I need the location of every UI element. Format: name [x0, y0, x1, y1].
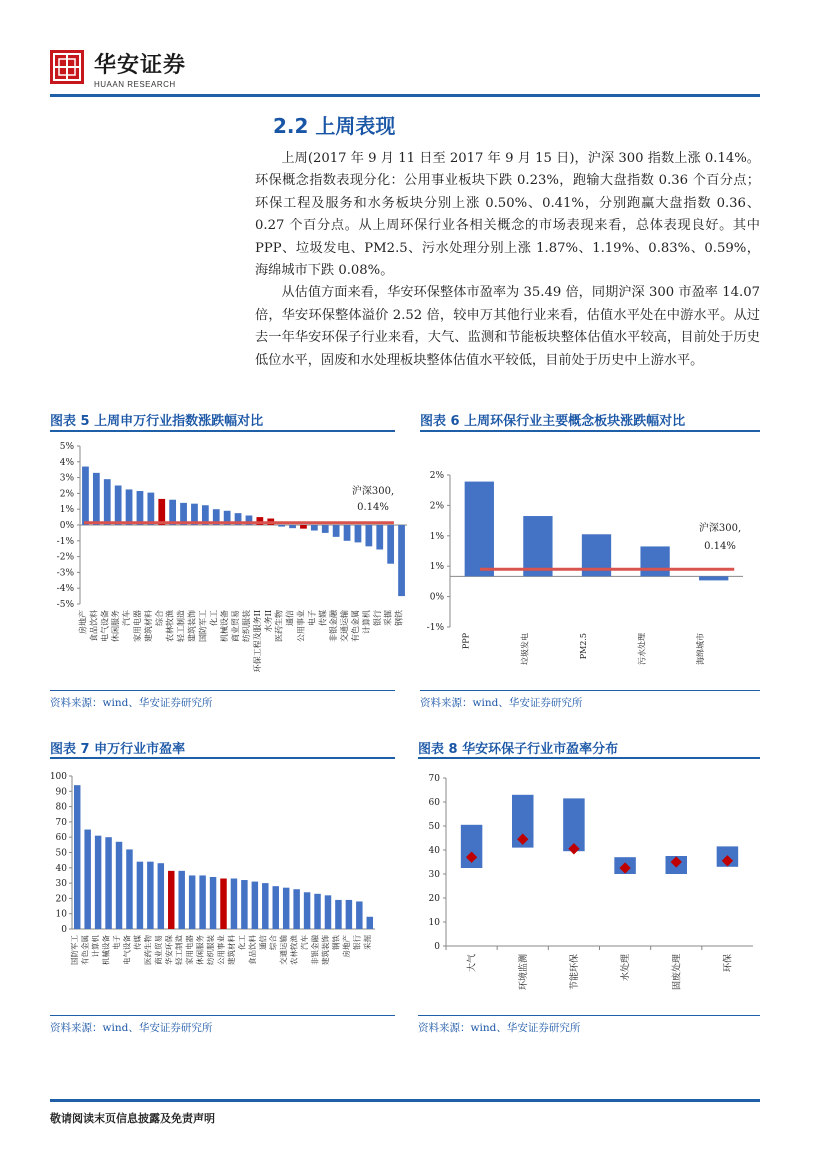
fig6-category-label: PPP: [461, 633, 471, 650]
fig7-bar: [95, 836, 101, 929]
fig5-bar: [137, 491, 144, 525]
fig8-top-rule: [418, 757, 760, 759]
fig7-bar: [252, 882, 258, 929]
fig5-category-label: 汽车: [122, 610, 132, 626]
fig7-category-label: 轻工制造: [174, 935, 184, 965]
fig5-category-label: 轻工制造: [176, 610, 186, 642]
footer-rule: [50, 1099, 760, 1102]
fig7-bar: [335, 900, 341, 929]
fig5-ytick-label: -1%: [56, 536, 74, 547]
fig5-category-label: 环保工程及服务II: [252, 610, 262, 673]
fig5-bar: [387, 525, 394, 564]
fig7-ytick-label: 0: [61, 925, 67, 935]
fig7-bar: [220, 879, 226, 929]
fig7-category-label: 钢铁: [331, 935, 341, 950]
fig5-bar: [289, 525, 296, 528]
fig7-bar: [346, 900, 352, 929]
fig5-bar: [115, 486, 122, 526]
fig7-category-label: 电子: [112, 935, 122, 950]
fig6-ytick-label: 1%: [429, 562, 444, 573]
fig5-category-label: 电气设备: [100, 610, 110, 642]
fig5-bar: [376, 525, 383, 549]
fig5-bar: [147, 493, 154, 525]
fig7-ytick-label: 90: [55, 787, 67, 798]
fig6-ytick-label: 2%: [429, 471, 444, 481]
fig8-ytick-label: 0: [434, 942, 440, 952]
fig5-ytick-label: 4%: [59, 457, 74, 468]
fig8-ytick-label: 20: [428, 894, 440, 904]
fig5-bar: [365, 525, 372, 546]
fig5-ytick-label: 3%: [59, 473, 74, 484]
fig7-category-label: 化工: [237, 935, 247, 950]
fig5-category-label: 银行: [372, 610, 382, 626]
fig7-top-rule: [50, 757, 395, 759]
fig5-category-label: 非银金融: [329, 610, 339, 642]
fig7-bar: [210, 877, 216, 929]
fig5-top-rule: [50, 430, 395, 432]
fig5-category-label: 机械设备: [220, 610, 230, 642]
fig7-bar: [147, 862, 153, 929]
fig7-category-label: 传媒: [132, 935, 142, 950]
fig5-ytick-label: 1%: [59, 505, 74, 516]
fig5-category-label: 家用电器: [132, 610, 142, 642]
disclaimer-note: 敬请阅读末页信息披露及免责声明: [50, 1112, 215, 1125]
fig5-bar: [82, 467, 89, 525]
fig8-category-label: 大气: [467, 954, 478, 973]
fig7-bar: [367, 917, 373, 929]
fig7-category-label: 家用电器: [185, 935, 195, 965]
fig5-category-label: 商业贸易: [231, 610, 241, 642]
fig7-bar: [262, 883, 268, 929]
fig7-ytick-label: 50: [55, 848, 67, 859]
fig5-bar: [126, 489, 133, 525]
fig5-bar: [169, 500, 176, 525]
fig6-ytick-label: 0%: [429, 592, 444, 603]
brand-name-en: HUAAN RESEARCH: [94, 80, 176, 89]
company-logo: [50, 50, 84, 84]
fig6-reference-label: 沪深300,: [698, 523, 742, 534]
fig7-category-label: 医药生物: [143, 935, 153, 965]
fig7-category-label: 华安环保: [164, 935, 174, 965]
fig8-category-label: 水处理: [621, 954, 632, 982]
fig5-reference-value: 0.14%: [357, 502, 389, 513]
fig7-category-label: 纺织服装: [206, 935, 216, 965]
fig6-category-label: 污水处理: [637, 633, 647, 665]
fig7-bar: [273, 886, 279, 929]
fig7-bar: [126, 849, 132, 929]
fig7-ytick-label: 20: [55, 894, 67, 905]
fig7-category-label: 电气设备: [122, 935, 132, 965]
body-text: [255, 148, 760, 372]
fig7-category-label: 有色金属: [80, 935, 90, 965]
fig5-category-label: 医药生物: [274, 610, 284, 642]
fig8-chart: [418, 766, 763, 1011]
fig7-category-label: 公用事业: [216, 935, 226, 965]
fig7-category-label: 农林牧渔: [289, 935, 299, 965]
fig6-top-rule: [420, 430, 760, 432]
fig5-category-label: 休闲服务: [111, 610, 121, 642]
fig7-source: 资料来源：wind、华安证券研究所: [50, 1022, 213, 1034]
fig7-category-label: 交通运输: [279, 935, 289, 965]
brand-name-cn: 华安证券: [94, 52, 187, 78]
fig7-bar: [105, 837, 111, 929]
fig7-bar: [356, 901, 362, 929]
fig6-bottom-rule: [420, 690, 760, 691]
fig5-ytick-label: -5%: [56, 600, 74, 610]
fig8-title: 图表 8 华安环保子行业市盈率分布: [418, 742, 619, 757]
fig7-bar: [283, 888, 289, 929]
fig5-category-label: 房地产: [78, 610, 88, 634]
paragraph-valuation: 从估值方面来看，华安环保整体市盈率为 35.49 倍，同期沪深 300 市盈率 14.07 倍，华安环保整体溢价 2.52 倍，较申万其他行业来看，估值水平处在中游水平。从过去一年华安环保子行业来看，大气、监测和节能板块整体估值水平较高，目前处于历史低位水平，固废和水处理板块整体估值水平较低，目前处于历史中上游水平。: [255, 285, 760, 368]
fig7-ytick-label: 30: [55, 879, 67, 890]
fig7-category-label: 通信: [258, 935, 268, 950]
fig7-bar: [325, 895, 331, 929]
fig6-ytick-label: -1%: [426, 623, 444, 633]
fig5-category-label: 国防军工: [198, 610, 208, 642]
fig5-category-label: 公用事业: [296, 610, 306, 642]
fig6-chart: [418, 455, 763, 680]
fig5-ytick-label: 2%: [59, 489, 74, 500]
fig8-category-label: 固废处理: [672, 954, 683, 991]
fig5-bottom-rule: [50, 690, 395, 691]
fig6-source: 资料来源：wind、华安证券研究所: [420, 697, 583, 709]
fig8-ytick-label: 10: [428, 918, 440, 928]
fig7-bar: [293, 889, 299, 929]
fig7-bar: [74, 785, 80, 929]
header-rule: [50, 94, 760, 97]
fig7-category-label: 建筑材料: [226, 935, 236, 965]
fig5-ytick-label: -4%: [56, 584, 74, 595]
fig6-ytick-label: 2%: [429, 501, 444, 512]
fig5-ytick-label: 0%: [59, 521, 74, 531]
section-title: 2.2 上周表现: [273, 114, 396, 138]
fig6-title: 图表 6 上周环保行业主要概念板块涨跌幅对比: [420, 414, 686, 429]
fig5-bar: [398, 525, 405, 596]
fig6-category-label: PM2.5: [578, 633, 588, 660]
fig7-bar: [314, 894, 320, 929]
fig7-chart: [40, 766, 380, 1011]
fig5-category-label: 采掘: [383, 610, 393, 626]
fig7-category-label: 食品饮料: [247, 935, 257, 965]
fig7-category-label: 商业贸易: [153, 935, 163, 965]
fig7-bar: [178, 871, 184, 929]
fig7-category-label: 休闲服务: [195, 935, 205, 965]
fig5-bar: [104, 479, 111, 525]
fig6-reference-value: 0.14%: [704, 541, 736, 552]
fig5-category-label: 综合: [154, 610, 164, 626]
fig7-category-label: 汽车: [300, 935, 310, 950]
fig5-category-label: 化工: [209, 610, 219, 626]
fig7-category-label: 国防军工: [70, 935, 80, 965]
fig7-ytick-label: 40: [55, 863, 67, 874]
fig5-ytick-label: -2%: [56, 552, 74, 563]
fig7-bottom-rule: [50, 1015, 395, 1016]
fig5-ytick-label: -3%: [56, 568, 74, 579]
fig5-category-label: 钢铁: [394, 610, 404, 626]
fig5-bar: [333, 525, 340, 537]
fig5-category-label: 农林牧渔: [165, 610, 175, 642]
fig7-category-label: 采掘: [362, 935, 372, 950]
fig7-category-label: 计算机: [91, 935, 101, 958]
fig8-ytick-label: 60: [428, 798, 440, 808]
fig7-bar: [158, 863, 164, 929]
fig7-category-label: 非银金融: [310, 935, 320, 965]
fig5-category-label: 建筑装饰: [187, 610, 197, 642]
fig5-bar: [311, 525, 318, 531]
fig5-category-label: 计算机: [361, 610, 371, 634]
fig7-bar: [304, 892, 310, 929]
fig7-ytick-label: 100: [49, 772, 67, 782]
fig8-category-label: 节能环保: [569, 954, 580, 991]
fig6-category-label: 垃圾发电: [520, 633, 530, 665]
fig8-ytick-label: 70: [428, 774, 440, 784]
fig6-category-label: 海绵城市: [696, 633, 706, 665]
fig7-bar: [231, 879, 237, 929]
fig6-ytick-label: 1%: [429, 531, 444, 542]
fig5-category-label: 建筑材料: [143, 610, 153, 642]
fig5-category-label: 电子: [307, 610, 317, 626]
fig6-bar: [640, 546, 669, 576]
fig5-bar: [93, 473, 100, 525]
fig7-category-label: 银行: [352, 935, 362, 950]
fig8-ytick-label: 40: [428, 846, 440, 856]
fig5-category-label: 水务II: [263, 610, 273, 633]
fig8-category-label: 环保: [723, 954, 734, 973]
fig7-bar: [199, 875, 205, 929]
fig8-ytick-label: 50: [428, 822, 440, 832]
fig5-bar: [355, 525, 362, 542]
fig7-bar: [241, 880, 247, 929]
fig5-chart: [45, 434, 410, 689]
fig5-bar: [158, 499, 165, 525]
fig7-category-label: 房地产: [341, 935, 351, 958]
fig5-category-label: 通信: [285, 610, 295, 626]
fig7-bar: [189, 875, 195, 929]
fig7-bar: [168, 871, 174, 929]
fig8-source: 资料来源：wind、华安证券研究所: [418, 1022, 581, 1034]
fig7-ytick-label: 60: [55, 833, 67, 844]
fig7-ytick-label: 80: [55, 802, 67, 813]
fig5-bar: [344, 525, 351, 541]
fig7-category-label: 机械设备: [101, 935, 111, 965]
fig7-category-label: 综合: [268, 935, 278, 950]
fig5-category-label: 传媒: [318, 610, 328, 626]
fig5-category-label: 交通运输: [340, 610, 350, 642]
fig7-bar: [137, 862, 143, 929]
fig7-ytick-label: 70: [55, 817, 67, 828]
fig6-bar: [465, 482, 494, 577]
fig7-ytick-label: 10: [55, 909, 67, 920]
fig7-title: 图表 7 申万行业市盈率: [50, 742, 186, 757]
fig5-bar: [278, 525, 285, 527]
paragraph-performance: 上周(2017 年 9 月 11 日至 2017 年 9 月 15 日)，沪深 300 指数上涨 0.14%。环保概念指数表现分化：公用事业板块下跌 0.23%，跑输大盘指数 0.36 个百分点；环保工程及服务和水务板块分别上涨 0.50%、0.41%，分别跑赢大盘指数 0.36、0.27 个百分点。从上周环保行业各相关概念的市场表现来看，总体表现良好。其中 PPP、垃圾发电、PM2.5、污水处理分别上涨 1.87%、1.19%、0.83%、0.59%，海绵城市下跌 0.08%。: [255, 151, 760, 279]
fig5-bar: [322, 525, 329, 533]
fig5-title: 图表 5 上周申万行业指数涨跌幅对比: [50, 414, 264, 429]
fig5-ytick-label: 5%: [59, 442, 74, 452]
fig8-bottom-rule: [418, 1015, 760, 1016]
fig7-bar: [116, 842, 122, 929]
fig5-bar: [300, 525, 307, 529]
fig5-reference-label: 沪深300,: [351, 486, 395, 497]
fig7-bar: [84, 830, 90, 929]
fig5-source: 资料来源：wind、华安证券研究所: [50, 697, 213, 709]
fig5-category-label: 食品饮料: [89, 610, 99, 642]
fig8-category-label: 环境监测: [518, 954, 529, 991]
fig6-bar: [699, 576, 728, 580]
fig6-bar: [523, 516, 552, 576]
fig7-category-label: 建筑装饰: [320, 935, 330, 965]
fig8-ytick-label: 30: [428, 870, 440, 880]
fig5-category-label: 有色金属: [350, 610, 360, 642]
fig5-category-label: 纺织服装: [241, 610, 251, 642]
